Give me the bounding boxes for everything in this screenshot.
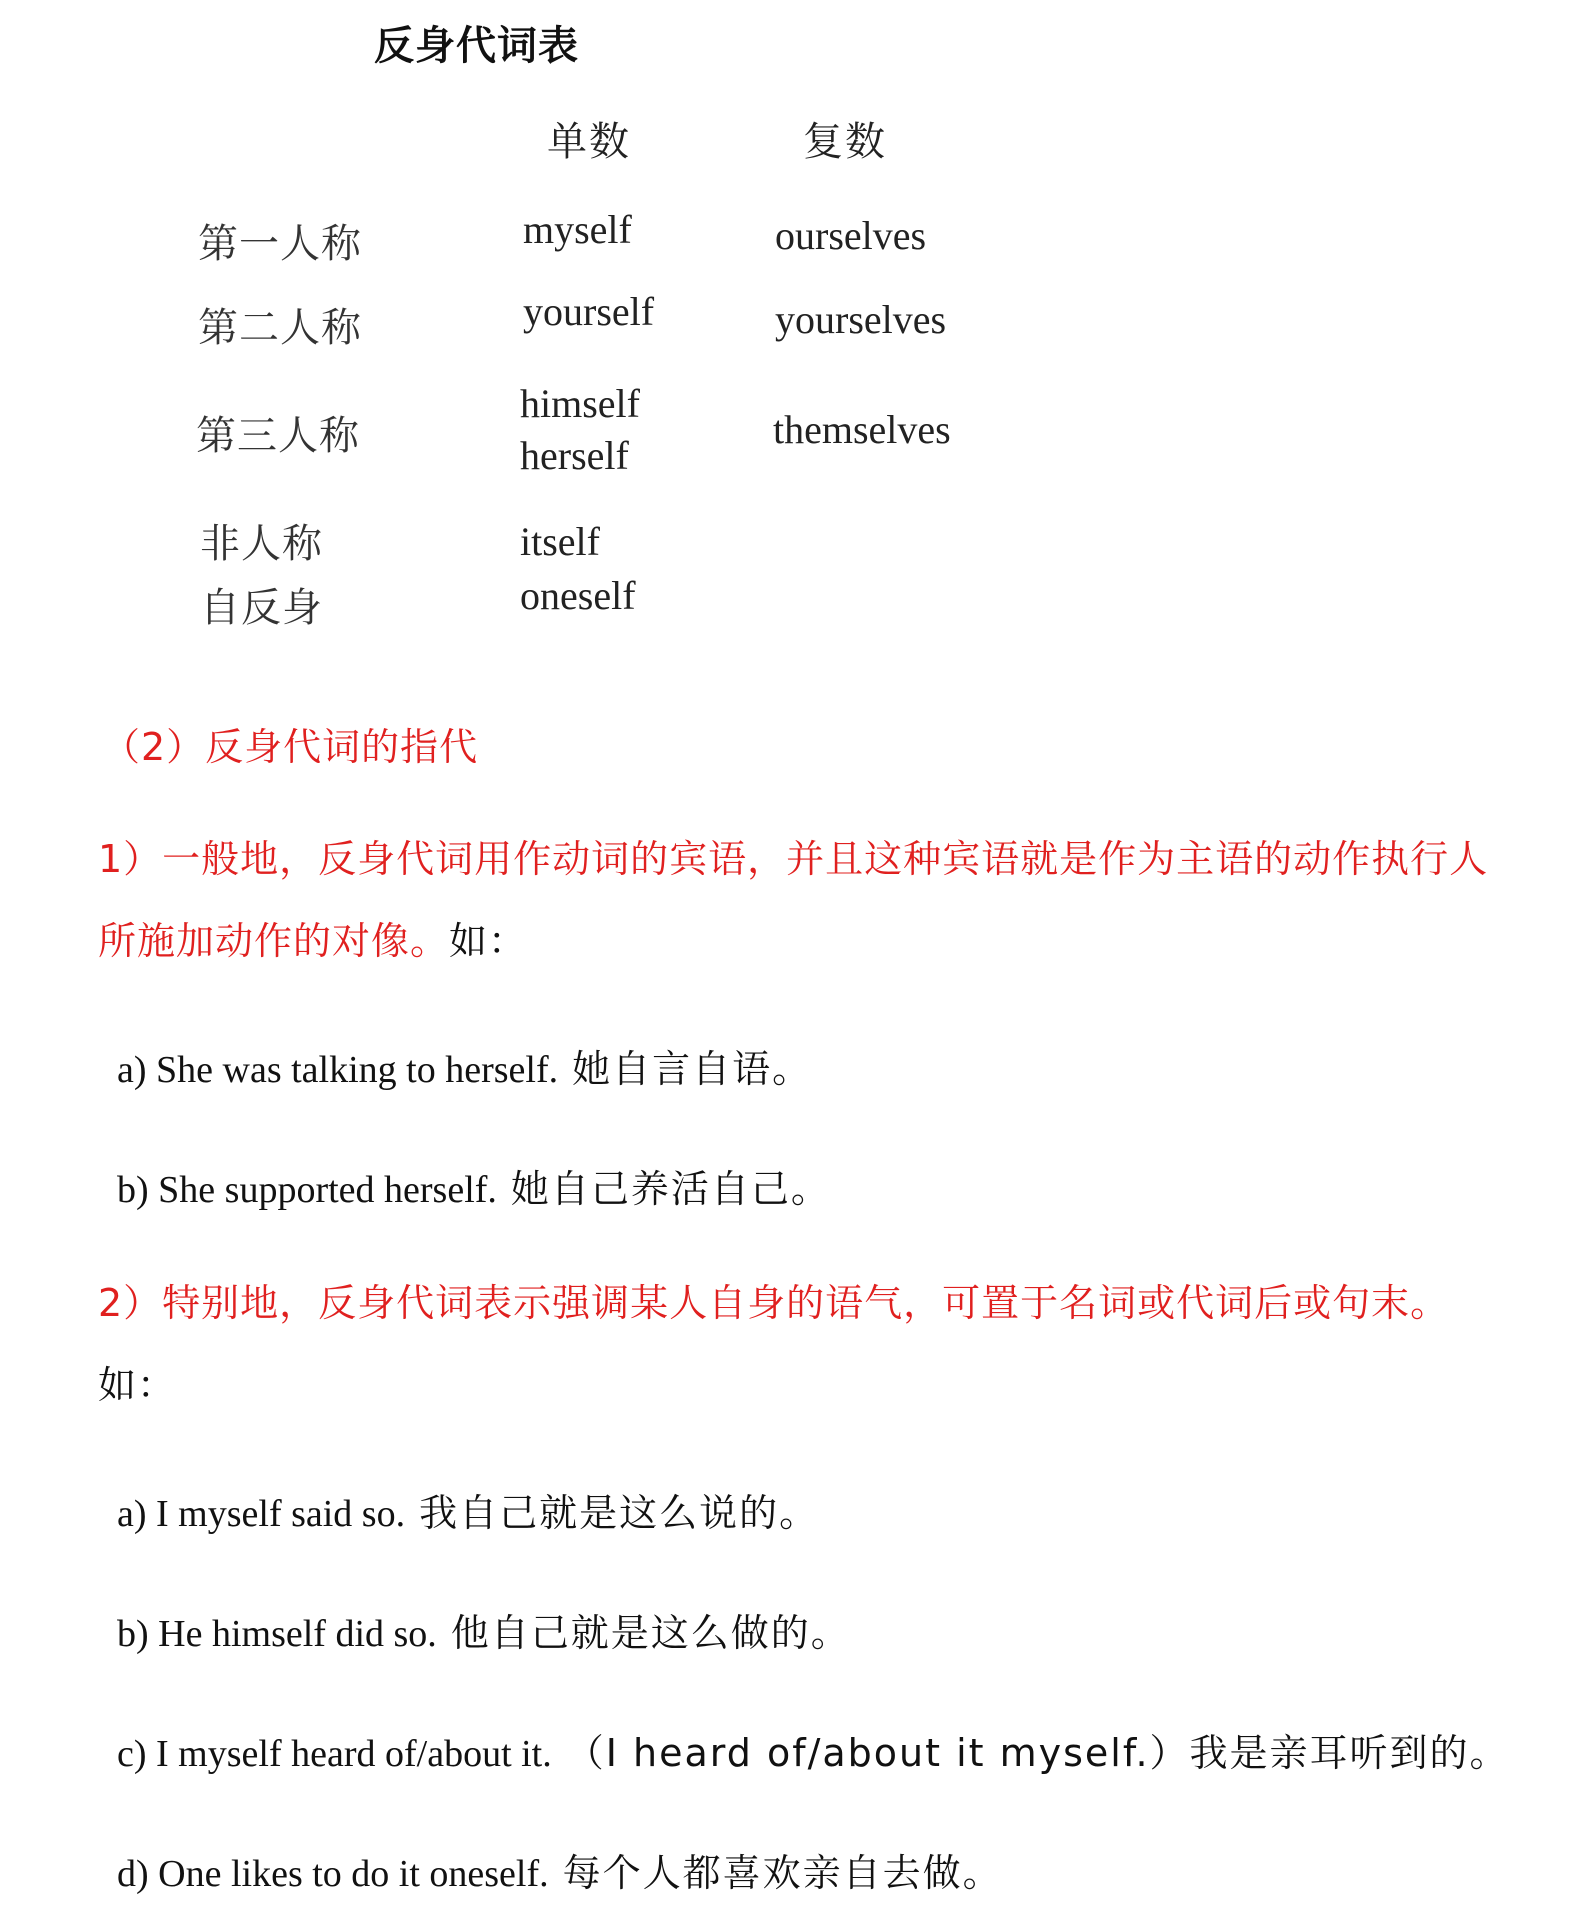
rule-2-text: 2）特别地，反身代词表示强调某人自身的语气，可置于名词或代词后或句末。 [98, 1281, 1450, 1325]
row-label-generic-reflexive: 自反身 [200, 585, 323, 631]
example-chinese: （I heard of/about it myself.）我是亲耳听到的。 [565, 1731, 1510, 1775]
row-label-third-person: 第三人称 [196, 413, 360, 459]
rule-1-text: 1）一般地，反身代词用作动词的宾语，并且这种宾语就是作为主语的动作执行人所施加动作的对像。 [98, 837, 1489, 963]
example-1b [117, 1158, 831, 1213]
rule-paragraph-2 [98, 1262, 1518, 1426]
example-1a [117, 1038, 812, 1093]
reflexive-pronoun-table [100, 100, 1060, 640]
row-label-second-person: 第二人称 [198, 305, 362, 351]
example-2b [117, 1602, 851, 1657]
example-english: d) One likes to do it oneself. [117, 1853, 549, 1895]
cell-singular-third-person-male: himself [520, 381, 640, 426]
cell-singular-third-person-female: herself [520, 433, 629, 478]
example-english: a) She was talking to herself. [117, 1049, 559, 1091]
example-chinese: 我自己就是这么说的。 [419, 1491, 820, 1535]
page-title: 反身代词表 [374, 23, 579, 69]
cell-plural-first-person: ourselves [775, 213, 927, 258]
example-english: c) I myself heard of/about it. [117, 1733, 552, 1775]
example-chinese: 她自言自语。 [572, 1047, 813, 1091]
example-2d [117, 1842, 1003, 1897]
row-label-first-person: 第一人称 [198, 221, 362, 267]
example-chinese: 每个人都喜欢亲自去做。 [562, 1851, 1003, 1895]
cell-singular-non-personal: itself [520, 519, 600, 564]
cell-plural-third-person: themselves [773, 407, 951, 452]
column-header-singular: 单数 [547, 119, 631, 165]
example-2c [117, 1722, 1510, 1777]
example-english: a) I myself said so. [117, 1493, 406, 1535]
rule-paragraph-1 [98, 818, 1518, 982]
column-header-plural: 复数 [803, 119, 887, 165]
row-label-non-personal: 非人称 [200, 521, 323, 567]
rule-2-lead: 如： [98, 1363, 177, 1407]
example-english: b) She supported herself. [117, 1169, 497, 1211]
example-english: b) He himself did so. [117, 1613, 437, 1655]
example-2a [117, 1482, 819, 1537]
cell-singular-generic-reflexive: oneself [520, 573, 636, 618]
example-chinese: 她自己养活自己。 [510, 1167, 831, 1211]
example-chinese: 他自己就是这么做的。 [450, 1611, 851, 1655]
cell-singular-first-person: myself [523, 207, 632, 252]
rule-1-lead: 如： [449, 919, 528, 963]
cell-singular-second-person: yourself [523, 289, 655, 334]
section-heading: （2）反身代词的指代 [102, 725, 479, 769]
cell-plural-second-person: yourselves [775, 297, 947, 342]
